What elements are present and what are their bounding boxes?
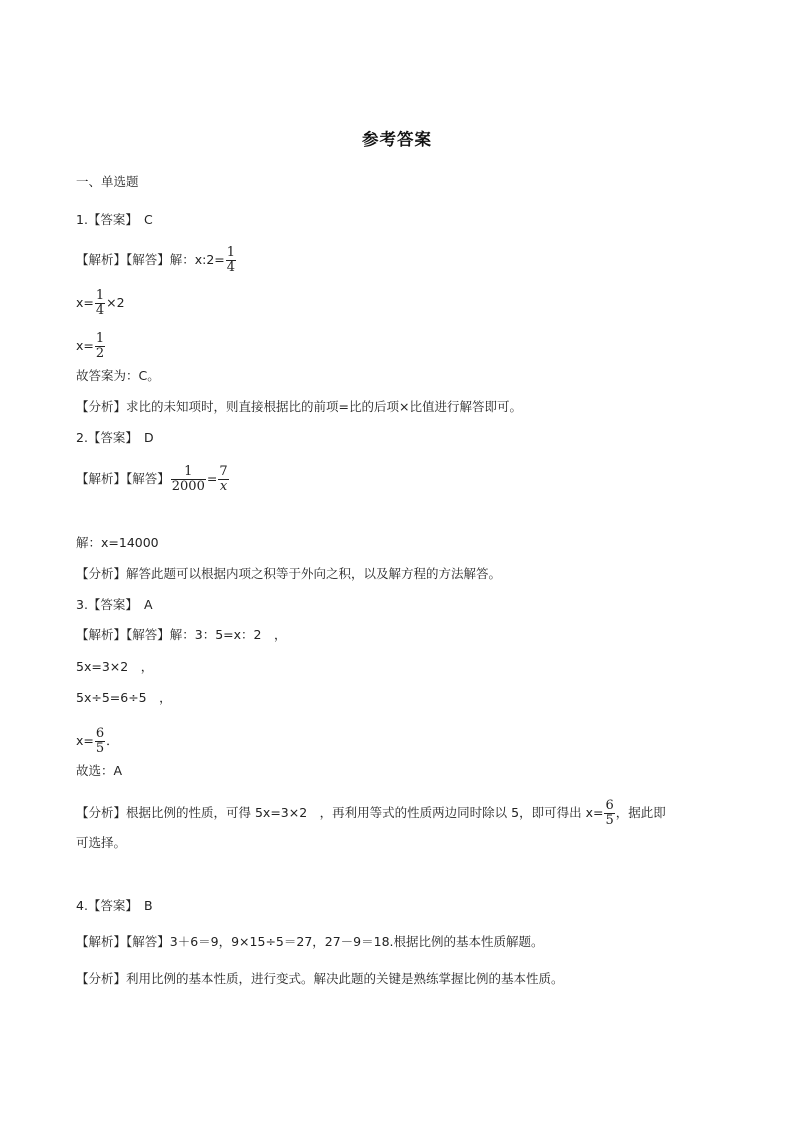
q3-analysis: 【分析】根据比例的性质，可得 5x=3×2 ，再利用等式的性质两边同时除以 5，即可得出 x= $\frac{6}{5}$ ，据此即	[76, 798, 666, 828]
q3-answer-value: A	[143, 597, 153, 612]
q1-line3: x= $\frac{1}{2}$	[76, 331, 105, 361]
q1-fraction-3: $\frac{1}{2}$	[95, 331, 105, 361]
q2-answer-value: D	[143, 430, 154, 445]
q1-answer-label: 1.【答案】	[76, 212, 138, 227]
q3-line3: 5x÷5=6÷5 ，	[76, 690, 172, 705]
q3-line2: 5x=3×2 ，	[76, 659, 154, 674]
q1-jiexi	[76, 246, 237, 275]
q3-line4: x= $\frac{6}{5}$ ．	[76, 726, 119, 756]
page-title: 参考答案	[362, 130, 432, 149]
q2-solution: 解：x=14000	[76, 535, 159, 550]
q2-answer: 2.【答案】 D	[76, 430, 154, 445]
q2-fraction-1: $\frac{1}{2000}$	[171, 464, 205, 494]
section-heading: 一、单选题	[76, 174, 139, 189]
q4-answer-value: B	[143, 898, 153, 913]
q4-answer: 4.【答案】 B	[76, 898, 153, 913]
q1-line2: x= $\frac{1}{4}$ ×2	[76, 288, 125, 318]
q2-analysis: 【分析】解答此题可以根据内项之积等于外向之积，以及解方程的方法解答。	[76, 566, 502, 581]
q3-line1: 【解析】【解答】解：3：5=x：2 ，	[76, 627, 287, 642]
q2-fraction-2: $\frac{7}{x}$	[219, 464, 228, 494]
q3-conclusion: 故选：A	[76, 763, 123, 778]
q3-analysis-line2: 可选择。	[76, 835, 127, 850]
q1-fraction-1: $\frac{1}{4}$	[226, 245, 236, 275]
q1-answer	[76, 212, 153, 228]
q1-conclusion: 故答案为：C。	[76, 368, 160, 383]
q1-jiexi-text: 【解析】【解答】解：x:2=	[76, 252, 225, 267]
q3-answer: 3.【答案】 A	[76, 597, 153, 612]
q4-jiexi: 【解析】【解答】3＋6＝9，9×15÷5＝27，27－9＝18.根据比例的基本性质解题。	[76, 934, 544, 949]
q3-analysis-fraction: $\frac{6}{5}$	[605, 798, 614, 828]
q2-jiexi: 【解析】【解答】 $\frac{1}{2000}$ = $\frac{7}{x}$	[76, 464, 228, 494]
q1-fraction-2: $\frac{1}{4}$	[95, 288, 105, 318]
q1-analysis: 【分析】求比的未知项时，则直接根据比的前项=比的后项×比值进行解答即可。	[76, 399, 522, 414]
q1-answer-value: C	[143, 212, 153, 227]
q4-analysis: 【分析】利用比例的基本性质，进行变式。解决此题的关键是熟练掌握比例的基本性质。	[76, 971, 564, 986]
q3-fraction-1: $\frac{6}{5}$	[95, 726, 105, 756]
